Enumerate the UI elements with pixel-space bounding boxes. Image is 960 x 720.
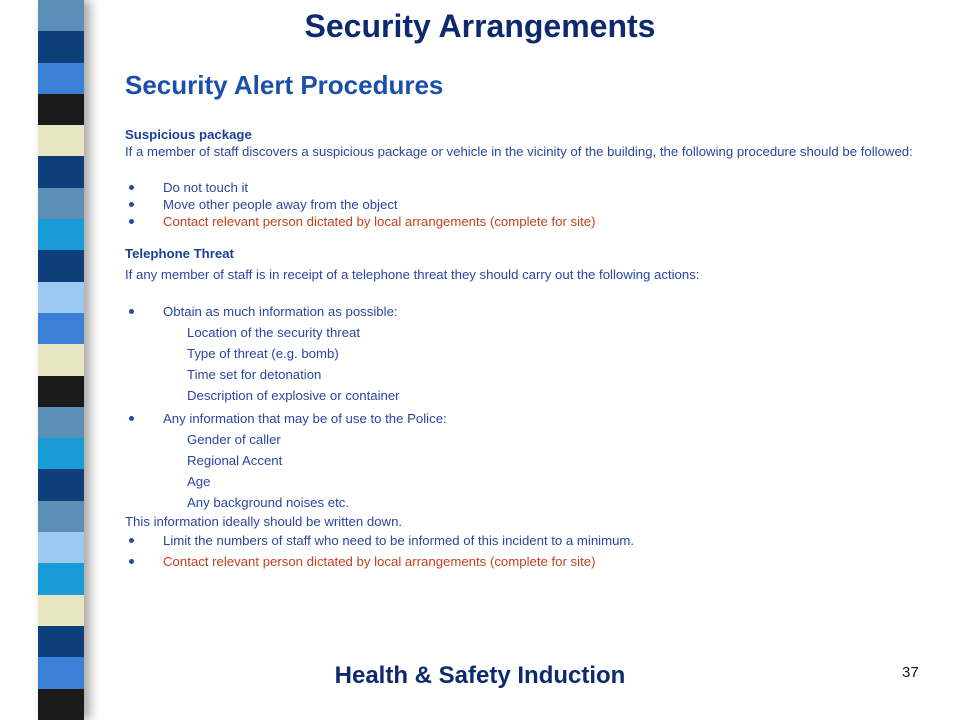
- telephone-threat-intro: If any member of staff is in receipt of a telephone threat they should carry out the following actions:: [125, 267, 700, 282]
- stripe-block: [38, 438, 84, 469]
- bullet-item: Limit the numbers of staff who need to be informed of this incident to a minimum.: [125, 532, 945, 549]
- sub-item: Type of threat (e.g. bomb): [187, 346, 339, 361]
- stripe-block: [38, 125, 84, 156]
- slide-content: [125, 126, 945, 570]
- bullet-dot-icon: [129, 538, 134, 543]
- stripe-block: [38, 501, 84, 532]
- color-stripe: [38, 0, 84, 720]
- bullet-dot-icon: [129, 185, 134, 190]
- suspicious-package-intro: If a member of staff discovers a suspicious package or vehicle in the vicinity of the building, the following procedure should be followed:: [125, 144, 913, 159]
- telephone-note: This information ideally should be written down.: [125, 514, 403, 529]
- stripe-block: [38, 595, 84, 626]
- sub-item: Any background noises etc.: [187, 495, 350, 510]
- telephone-threat-heading: Telephone Threat: [125, 246, 234, 261]
- sub-item: Description of explosive or container: [187, 388, 400, 403]
- bullet-item: Any information that may be of use to the Police:: [125, 410, 945, 427]
- stripe-block: [38, 407, 84, 438]
- bullet-dot-icon: [129, 416, 134, 421]
- slide-title: Security Arrangements: [304, 8, 656, 44]
- stripe-block: [38, 63, 84, 94]
- sub-item: Gender of caller: [187, 432, 281, 447]
- bullet-item: Obtain as much information as possible:: [125, 303, 945, 320]
- stripe-block: [38, 657, 84, 688]
- stripe-block: [38, 31, 84, 62]
- stripe-block: [38, 0, 84, 31]
- stripe-block: [38, 313, 84, 344]
- sub-item: Location of the security threat: [187, 325, 361, 340]
- stripe-block: [38, 219, 84, 250]
- stripe-block: [38, 156, 84, 187]
- stripe-block: [38, 689, 84, 720]
- sub-item: Age: [187, 474, 211, 489]
- stripe-block: [38, 563, 84, 594]
- page-number: 37: [902, 664, 919, 681]
- stripe-block: [38, 250, 84, 281]
- bullet-item: Do not touch it: [125, 179, 945, 196]
- stripe-block: [38, 626, 84, 657]
- stripe-block: [38, 469, 84, 500]
- stripe-block: [38, 532, 84, 563]
- stripe-block: [38, 282, 84, 313]
- decorative-left-band: [0, 0, 96, 720]
- stripe-block: [38, 94, 84, 125]
- stripe-block: [38, 188, 84, 219]
- bullet-dot-icon: [129, 219, 134, 224]
- stripe-block: [38, 376, 84, 407]
- bullet-item: Move other people away from the object: [125, 196, 945, 213]
- slide-subtitle: Security Alert Procedures: [125, 70, 444, 100]
- bullet-dot-icon: [129, 202, 134, 207]
- suspicious-package-heading: Suspicious package: [125, 127, 252, 142]
- bullet-dot-icon: [129, 559, 134, 564]
- sub-item: Time set for detonation: [187, 367, 322, 382]
- bullet-item: Contact relevant person dictated by local arrangements (complete for site): [125, 213, 945, 230]
- bullet-item: Contact relevant person dictated by local arrangements (complete for site): [125, 553, 945, 570]
- sub-item: Regional Accent: [187, 453, 283, 468]
- stripe-block: [38, 344, 84, 375]
- slide-footer: Health & Safety Induction: [334, 662, 626, 689]
- bullet-dot-icon: [129, 309, 134, 314]
